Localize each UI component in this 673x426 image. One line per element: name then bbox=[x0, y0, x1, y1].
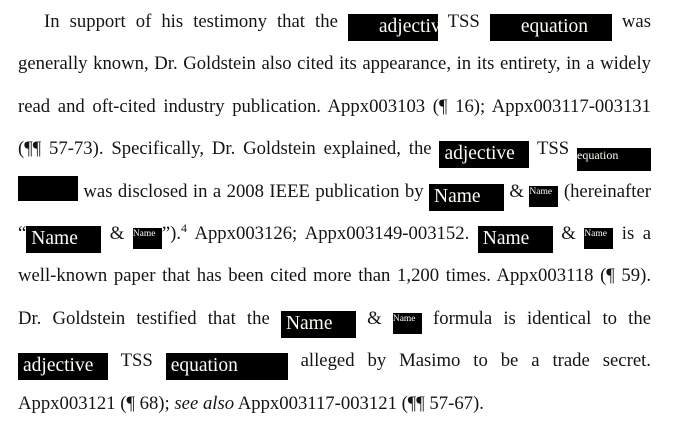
body-text: & bbox=[552, 222, 585, 244]
body-text: Dr. Goldstein testified that the bbox=[18, 307, 281, 329]
redaction-box-small-name: Name bbox=[529, 186, 558, 207]
redaction-box-name: Name bbox=[478, 226, 553, 253]
body-text: alleged by Masimo to be a trade secret. bbox=[287, 350, 651, 372]
redaction-box-name: Name bbox=[281, 311, 356, 338]
text-line bbox=[18, 213, 651, 255]
body-text: TSS bbox=[108, 350, 166, 372]
text-line bbox=[18, 86, 651, 128]
body-text: & bbox=[503, 180, 530, 202]
text-line bbox=[18, 128, 651, 170]
redaction-box-adjective: adjective bbox=[439, 141, 529, 168]
redaction-box-small-name: Name bbox=[584, 228, 613, 249]
body-text: TSS bbox=[437, 11, 490, 32]
text-line bbox=[18, 255, 651, 297]
text-line bbox=[18, 43, 651, 85]
body-text: & bbox=[355, 307, 393, 329]
body-text: (hereinafter bbox=[558, 180, 651, 202]
text-line bbox=[18, 298, 651, 340]
body-text: & bbox=[101, 222, 133, 244]
redaction-box-adjective: adjective bbox=[348, 14, 438, 41]
text-line bbox=[18, 1, 651, 43]
body-text: is a bbox=[613, 222, 651, 244]
body-text: well-known paper that has been cited more than 1,200 times. Appx003118 (¶ 59). bbox=[18, 265, 651, 287]
body-text: Appx003121 (¶ 68); bbox=[18, 392, 175, 414]
body-text: read and oft-cited industry publication. Appx003103 (¶ 16); Appx003117-003131 bbox=[18, 95, 651, 117]
body-text: “ bbox=[18, 222, 27, 244]
body-text: formula is identical to the bbox=[421, 307, 651, 329]
body-text: (¶¶ 57-73). Specifically, Dr. Goldstein explained, the bbox=[18, 138, 440, 160]
redaction-box-small-name: Name bbox=[393, 313, 422, 334]
text-line bbox=[18, 171, 651, 213]
body-text: In support of his testimony that the bbox=[44, 11, 348, 32]
redaction-box-name: Name bbox=[26, 226, 101, 253]
redaction-box-blank bbox=[18, 176, 78, 201]
body-text: Appx003126; Appx003149-003152. bbox=[187, 222, 478, 244]
redaction-box-adjective: adjective bbox=[18, 353, 108, 380]
redaction-box-equation: equation bbox=[490, 14, 612, 41]
redaction-box-equation: equation bbox=[166, 353, 288, 380]
italic-citation-signal: see also bbox=[174, 392, 235, 414]
body-text: generally known, Dr. Goldstein also cited its appearance, in its entirety, in a widely bbox=[18, 53, 651, 75]
text-line bbox=[18, 383, 651, 425]
body-text: TSS bbox=[529, 138, 577, 160]
redaction-box-superscript-equation: equation bbox=[577, 148, 651, 170]
text-line bbox=[18, 340, 651, 382]
redaction-box-name: Name bbox=[429, 184, 504, 211]
footnote-marker: 4 bbox=[181, 220, 188, 235]
body-text: was bbox=[611, 11, 651, 32]
body-text: was disclosed in a 2008 IEEE publication by bbox=[78, 180, 429, 202]
redaction-box-small-name: Name bbox=[133, 228, 162, 249]
body-text: Appx003117-003121 (¶¶ 57-67). bbox=[234, 392, 484, 414]
body-text: ”). bbox=[161, 222, 182, 244]
